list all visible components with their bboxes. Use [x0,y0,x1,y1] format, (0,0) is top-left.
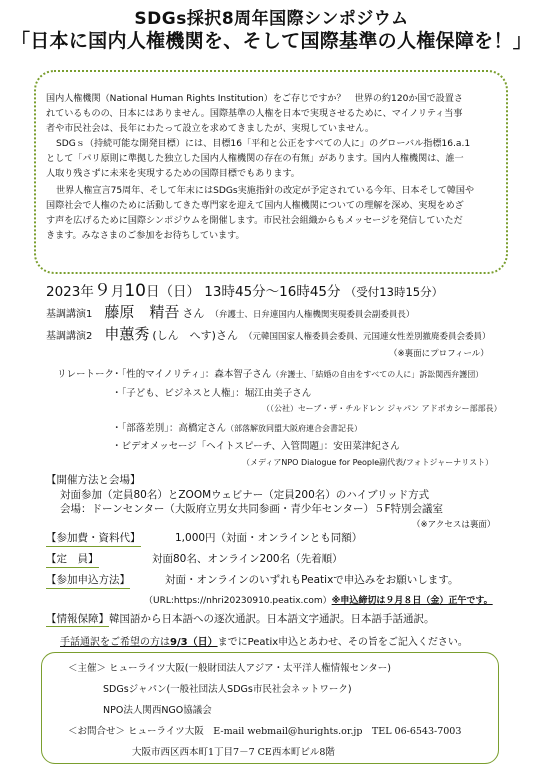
capacity-label: 【定 員】 [46,551,99,568]
intro-line: として「パリ原則に準拠した独立した国内人権機関の存在の有無」があります。国内人権機関は、誰一 [46,154,464,164]
relay-item-affiliation: （弁護士、「結婚の自由をすべての人に」訴訟関西弁護団） [271,370,484,379]
organizer-label: ＜主催＞ [68,663,107,674]
intro-line: れているものの、日本にはありません。国際基準の人権を日本で実現させるために、マイノリティ当事 [46,109,463,119]
sign-language-note [60,633,468,648]
reception-time: （受付13時15分） [344,285,444,299]
contact-details[interactable]: ヒューライツ大阪 E-mail webmail@hurights.or.jp TEL 06-6543-7003 [128,726,462,737]
relay-item [112,420,362,434]
relay-item-title: ・ビデオメッセージ「ヘイトスピーチ、入管問題」：安田菜津紀さん [112,441,400,452]
intro-line: 者や市民社会は、長年にわたって設立を求めてきましたが、実現していません。 [46,124,374,134]
speaker-name: 藤原 精吾 [104,303,180,321]
date-weekday: （日） [159,284,200,300]
relay-item-affiliation: （部落解放同盟大阪府連合会書記長） [226,424,363,433]
method-label: 【開催方法と会場】 [46,474,141,486]
info-support [46,611,435,626]
relay-item [112,385,311,399]
apply-value: 対面・オンラインのいずれもPeatixで申込みをお願いします。 [165,574,459,586]
date-month: ９ [93,281,111,301]
sign-note-date: 9/3（日） [170,637,218,648]
date-day-unit: 日 [146,284,160,300]
fee-value: 1,000円（対面・オンラインとも同額） [175,532,363,544]
profile-note: （※裏面にプロフィール） [389,349,489,359]
intro-line: 国内人権機関（National Human Rights Institution）をご存じですか？ 世界の約120か国で設置さ [46,94,463,104]
relay-item-title: ・「性的マイノリティ」：森本智子さん [112,369,272,380]
speaker-name: 申蕙秀 [104,325,150,343]
relay-item-title: ・「子ども、ビジネスと人権」：堀江由美子さん [112,388,312,399]
keynote-label: 基調講演1 [46,309,93,320]
keynote-label: 基調講演2 [46,331,93,342]
intro-line: 世界人権宣言75周年、そして年末にはSDGs実施指針の改定が予定されている今年、日本そして韓国や [56,186,475,196]
venue: 会場：ドーンセンター（大阪府立男女共同参画・青少年センター）５F特別会議室 [60,503,443,515]
organizer-3: NPO法人関西NGO協議会 [103,705,212,716]
apply-url-line [144,593,493,606]
relay-item-title: ・「部落差別」：高橋定さん [112,423,227,434]
event-title: SDGs採択8周年国際シンポジウム [134,9,409,29]
organizer-2: SDGsジャパン(一般社団法人SDGs市民社会ネットワーク) [103,684,352,695]
intro-line: きます。みなさまのご参加をお待ちしています。 [46,231,245,241]
event-subtitle: 「日本に国内人権機関を、そして国際基準の人権保障を！」 [10,30,533,52]
honorific: さん [215,329,238,342]
speaker-affiliation: （元韓国国家人権委員会委員、元国連女性差別撤廃委員会委員） [243,332,491,342]
speaker-affiliation: （弁護士、日弁連国内人権機関実現委員会副委員長） [210,310,415,320]
relay-item-affiliation: （メディアNPO Dialogue for People副代表/フォトジャーナリスト） [242,458,494,467]
honorific: さん [182,307,205,320]
apply-label: 【参加申込方法】 [46,572,130,589]
access-note: （※アクセスは裏面） [412,520,496,530]
relay-item [112,366,483,380]
contact-row [68,723,461,737]
keynote-2 [46,323,491,344]
apply-url[interactable]: （URL:https://nhri20230910.peatix.com） [144,596,332,606]
keynote-1 [46,301,414,322]
event-datetime [46,276,443,301]
info-value: 韓国語から日本語への逐次通訳。日本語文字通訳。日本語手話通訳。 [109,613,435,625]
apply-deadline: ※申込締切は９月８日（金）正午です。 [331,596,493,606]
sign-note-post: までにPeatix申込とあわせ、その旨をご記入ください。 [217,637,468,648]
contact-label: ＜お問合せ＞ [68,726,126,737]
organizer-1: ヒューライツ大阪(一般財団法人アジア・太平洋人権情報センター) [109,663,391,674]
relay-item-affiliation: （（公社）セーブ・ザ・チルドレン ジャパン アドボカシー部部長） [262,404,502,413]
organizer-row [68,660,391,674]
date-year: 2023年 [46,284,94,300]
fee-label: 【参加費・資料代】 [46,530,141,547]
event-time: 13時45分～16時45分 [204,284,341,300]
intro-line: 国際社会で人権のために活動してきた専門家を迎えて国内人権機関についての理解を深め、実現をめざ [46,201,464,211]
info-label: 【情報保障】 [46,613,109,625]
intro-line: す声を広げるために国際シンポジウムを開催します。市民社会組織からもメッセージを発信していただ [46,216,463,226]
intro-line: SDGｓ（持続可能な開発目標）には、目標16「平和と公正をすべての人に」のグローバル指標16.a.1 [56,139,471,149]
method-hybrid: 対面参加（定員80名）とZOOMウェビナー（定員200名）のハイブリッド方式 [60,489,430,501]
contact-address: 大阪市西区西本町1丁目7－7 CE西本町ビル8階 [132,747,335,758]
sign-note-pre: 手話通訳をご希望の方は [60,637,170,648]
relay-item [112,438,400,452]
capacity-value: 対面80名、オンライン200名（先着順） [152,553,343,565]
intro-line: 人取り残さずに未来を実現するための国際目標でもあります。 [46,169,300,179]
date-month-unit: 月 [110,284,125,300]
date-day: 10 [124,281,146,301]
relay-talk-label: リレートーク [57,369,115,380]
speaker-reading: (しん へす) [152,329,216,342]
